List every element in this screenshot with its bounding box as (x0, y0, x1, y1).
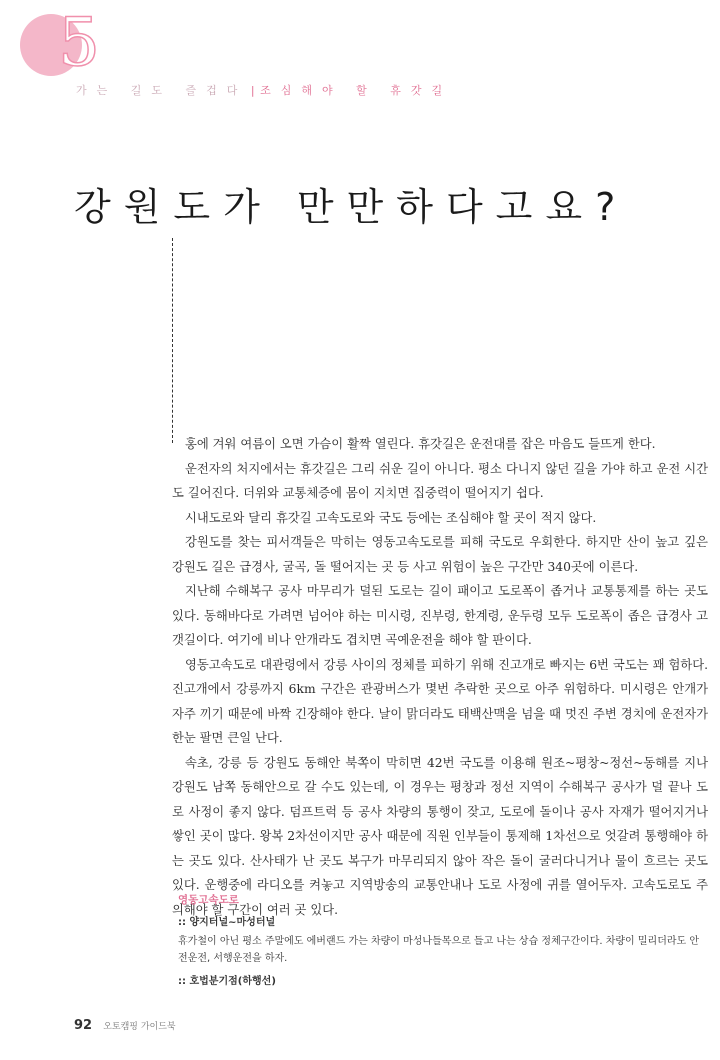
paragraph: 속초, 강릉 등 강원도 동해안 북쪽이 막히면 42번 국도를 이용해 원조~평창~정선~동해를 지나 강원도 남쪽 동해안으로 갈 수도 있는데, 이 경우는 평창과 정선 지역이 수해복구 공사가 덜 끝나 도로 사정이 좋지 않다. 덤프트럭 등 공사 차량의 통행이 잦고, 도로에 돌이나 공사 자재가 떨어지거나 쌓인 곳이 많다. 왕복 2차선이지만 공사 때문에 직원 인부들이 통제해 1차선으로 엇갈려 통행해야 하는 곳도 있다. 산사태가 난 곳도 복구가 마무리되지 않아 작은 돌이 굴러다니거나 물이 흐르는 곳도 있다. 운행중에 라디오를 켜놓고 지역방송의 교통안내나 도로 사정에 귀를 열어두자. 고속도로도 주의해야 할 구간이 여러 곳 있다. (172, 755, 708, 917)
article-body (172, 432, 708, 922)
page-number: 92 (74, 1018, 93, 1033)
breadcrumb-topic: 조심해야 할 휴갓길 (260, 84, 453, 97)
route-title: :: 양지터널~마성터널 (178, 917, 276, 928)
book-title: 오토캠핑 가이드북 (103, 1022, 176, 1032)
paragraph: 시내도로와 달리 휴갓길 고속도로와 국도 등에는 조심해야 할 곳이 적지 않다. (185, 510, 597, 525)
sidebar-box (178, 892, 703, 992)
paragraph: 영동고속도로 대관령에서 강릉 사이의 정체를 피하기 위해 진고개로 빠지는 6번 국도는 꽤 험하다. 진고개에서 강릉까지 6km 구간은 관광버스가 몇번 추락한 곳으로 아주 위험하다. 미시령은 안개가 자주 끼기 때문에 바짝 긴장해야 한다. 날이 맑더라도 태백산맥을 넘을 때 멋진 주변 경치에 운전자가 한눈 팔면 큰일 난다. (172, 657, 708, 745)
page-footer (74, 1014, 176, 1033)
breadcrumb (76, 82, 452, 98)
paragraph: 운전자의 처지에서는 휴갓길은 그리 쉬운 길이 아니다. 평소 다니지 않던 길을 가야 하고 운전 시간도 길어진다. 더위와 교통체증에 몸이 지치면 집중력이 떨어지기 쉽다. (172, 461, 708, 500)
paragraph: 강원도를 찾는 피서객들은 막히는 영동고속도로를 피해 국도로 우회한다. 하지만 산이 높고 깊은 강원도 길은 급경사, 굴곡, 돌 떨어지는 곳 등 사고 위험이 높은 구간만 340곳에 이른다. (172, 535, 708, 574)
route-title: :: 호법분기점(하행선) (178, 976, 276, 987)
title-part-2: 만만하다고요? (296, 185, 629, 229)
chapter-number: 5 (58, 4, 100, 81)
breadcrumb-separator: | (250, 84, 255, 97)
sidebar-heading: 영동고속도로 (178, 894, 239, 906)
paragraph: 홍에 겨워 여름이 오면 가슴이 활짝 열린다. 휴갓길은 운전대를 잡은 마음도 들뜨게 한다. (185, 437, 656, 451)
page-title (74, 176, 628, 231)
route-description: 휴가철이 아닌 평소 주말에도 에버랜드 가는 차량이 마성나들목으로 들고 나는 상습 정체구간이다. 차량이 밀리더라도 안전운전, 서행운전을 하자. (178, 936, 700, 964)
dashed-divider (172, 238, 173, 443)
breadcrumb-section: 가는 길도 즐겁다 (76, 84, 248, 97)
title-part-1: 강원도가 (74, 185, 273, 229)
paragraph: 지난해 수해복구 공사 마무리가 덜된 도로는 길이 패이고 도로폭이 좁거나 교통통제를 하는 곳도 있다. 동해바다로 가려면 넘어야 하는 미시령, 진부령, 한계령, 운두령 모두 도로폭이 좁은 급경사 고갯길이다. 여기에 비나 안개라도 겹치면 곡예운전을 해야 할 판이다. (172, 584, 708, 647)
